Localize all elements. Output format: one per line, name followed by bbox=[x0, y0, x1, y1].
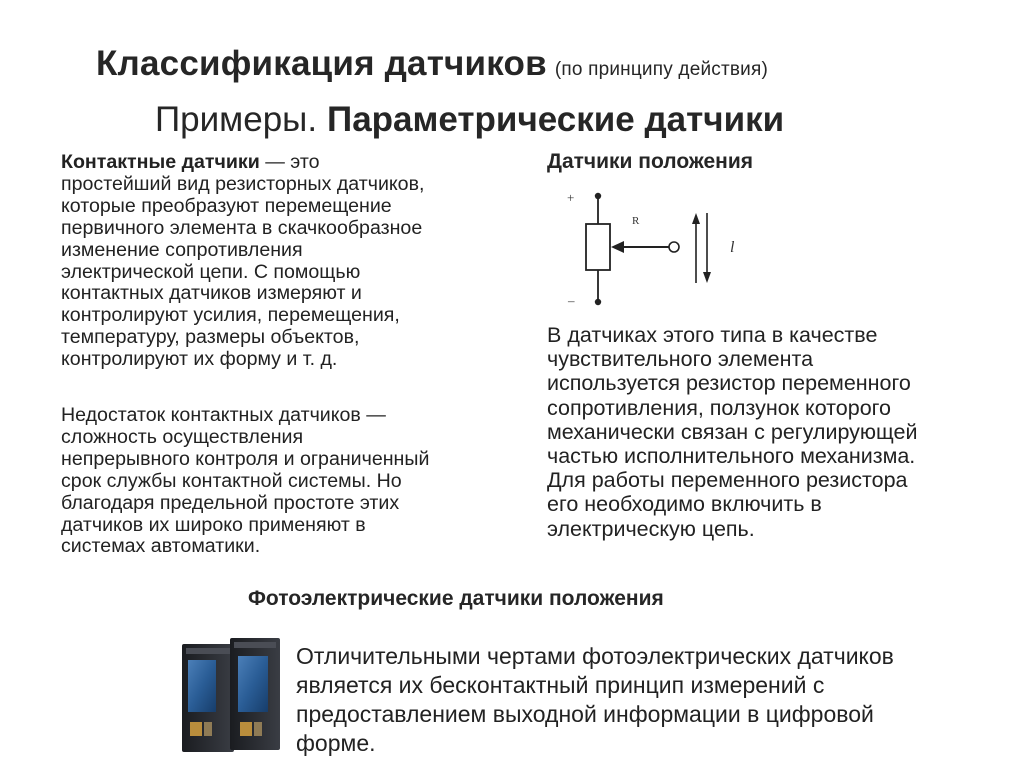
position-sensors-paragraph bbox=[547, 323, 1017, 541]
text-line: электрическую цепь. bbox=[547, 516, 755, 541]
text-line: механически связан с регулирующей bbox=[547, 419, 918, 444]
text-line: Для работы переменного резистора bbox=[547, 468, 908, 493]
text-line: Контактные датчики — это bbox=[61, 151, 320, 173]
text-line: В датчиках этого типа в качестве bbox=[547, 323, 878, 347]
arrowhead-down bbox=[703, 272, 711, 283]
minus-label: – bbox=[568, 293, 575, 308]
text-line: частью исполнительного механизма. bbox=[547, 444, 916, 469]
text-line: контактных датчиков измеряют и bbox=[61, 282, 362, 305]
text-line: Недостаток контактных датчиков — bbox=[61, 404, 386, 426]
text-line: предоставлением выходной информации в цифровой bbox=[296, 701, 874, 727]
arrowhead-up bbox=[692, 213, 700, 224]
page-subtitle bbox=[155, 100, 955, 140]
resistor-label: R bbox=[632, 215, 640, 227]
drawback-paragraph bbox=[61, 405, 521, 558]
title-main: Классификация датчиков bbox=[96, 44, 547, 83]
sensor-top-right bbox=[234, 642, 276, 648]
text-line: срок службы контактной системы. Но bbox=[61, 469, 402, 492]
slider-terminal bbox=[669, 242, 679, 252]
text-line: электрической цепи. С помощью bbox=[61, 260, 361, 283]
text-line: непрерывного контроля и ограниченный bbox=[61, 447, 430, 470]
sensor-connector-right bbox=[240, 722, 252, 736]
text-line: чувствительного элемента bbox=[547, 347, 814, 372]
text-line: сложность осуществления bbox=[61, 425, 304, 448]
contact-sensors-paragraph bbox=[61, 152, 521, 371]
displacement-label: l bbox=[730, 239, 735, 256]
text-line: используется резистор переменного bbox=[547, 371, 911, 396]
text-line: форме. bbox=[296, 730, 376, 756]
resistor-body bbox=[586, 224, 610, 270]
photoelectric-heading: Фотоэлектрические датчики положения bbox=[248, 587, 664, 610]
sensor-top-left bbox=[186, 648, 230, 654]
text-line: датчиков их широко применяют в bbox=[61, 513, 366, 536]
photoelectric-sensor-image bbox=[174, 632, 284, 764]
slider-arrowhead bbox=[611, 241, 624, 253]
sensor-pin-right bbox=[254, 722, 262, 736]
title-subtitle: (по принципу действия) bbox=[554, 59, 769, 80]
text-line: контролируют их форму и т. д. bbox=[61, 348, 338, 371]
text-line: контролируют усилия, перемещения, bbox=[61, 304, 400, 327]
sensor-pin-left bbox=[204, 722, 212, 736]
sensor-lens-left bbox=[188, 660, 216, 712]
bottom-terminal bbox=[595, 299, 601, 305]
text-line: его необходимо включить в bbox=[547, 492, 822, 517]
text-line: сопротивления, ползунок которого bbox=[547, 395, 891, 420]
text-line: Отличительными чертами фотоэлектрических датчиков bbox=[296, 643, 894, 669]
text-line: является их бесконтактный принцип измерений с bbox=[296, 672, 825, 698]
text-line: изменение сопротивления bbox=[61, 238, 303, 261]
text-line: благодаря предельной простоте этих bbox=[61, 491, 400, 514]
sensor-connector-left bbox=[190, 722, 202, 736]
contact-sensors-term: Контактные датчики bbox=[61, 151, 260, 173]
subtitle-parametric: Параметрические датчики bbox=[327, 100, 785, 139]
text-line: системах автоматики. bbox=[61, 535, 261, 558]
text-line: первичного элемента в скачкообразное bbox=[61, 216, 423, 239]
plus-label: + bbox=[567, 190, 575, 205]
page-title bbox=[96, 44, 996, 84]
position-sensors-heading: Датчики положения bbox=[547, 150, 754, 173]
text-line: простейший вид резисторных датчиков, bbox=[61, 172, 425, 195]
text-line: температуру, размеры объектов, bbox=[61, 326, 360, 349]
photoelectric-paragraph bbox=[296, 642, 996, 758]
potentiometer-diagram bbox=[545, 180, 735, 315]
text-line: которые преобразуют перемещение bbox=[61, 194, 392, 217]
subtitle-examples: Примеры. bbox=[155, 100, 318, 139]
sensor-lens-right bbox=[238, 656, 268, 712]
